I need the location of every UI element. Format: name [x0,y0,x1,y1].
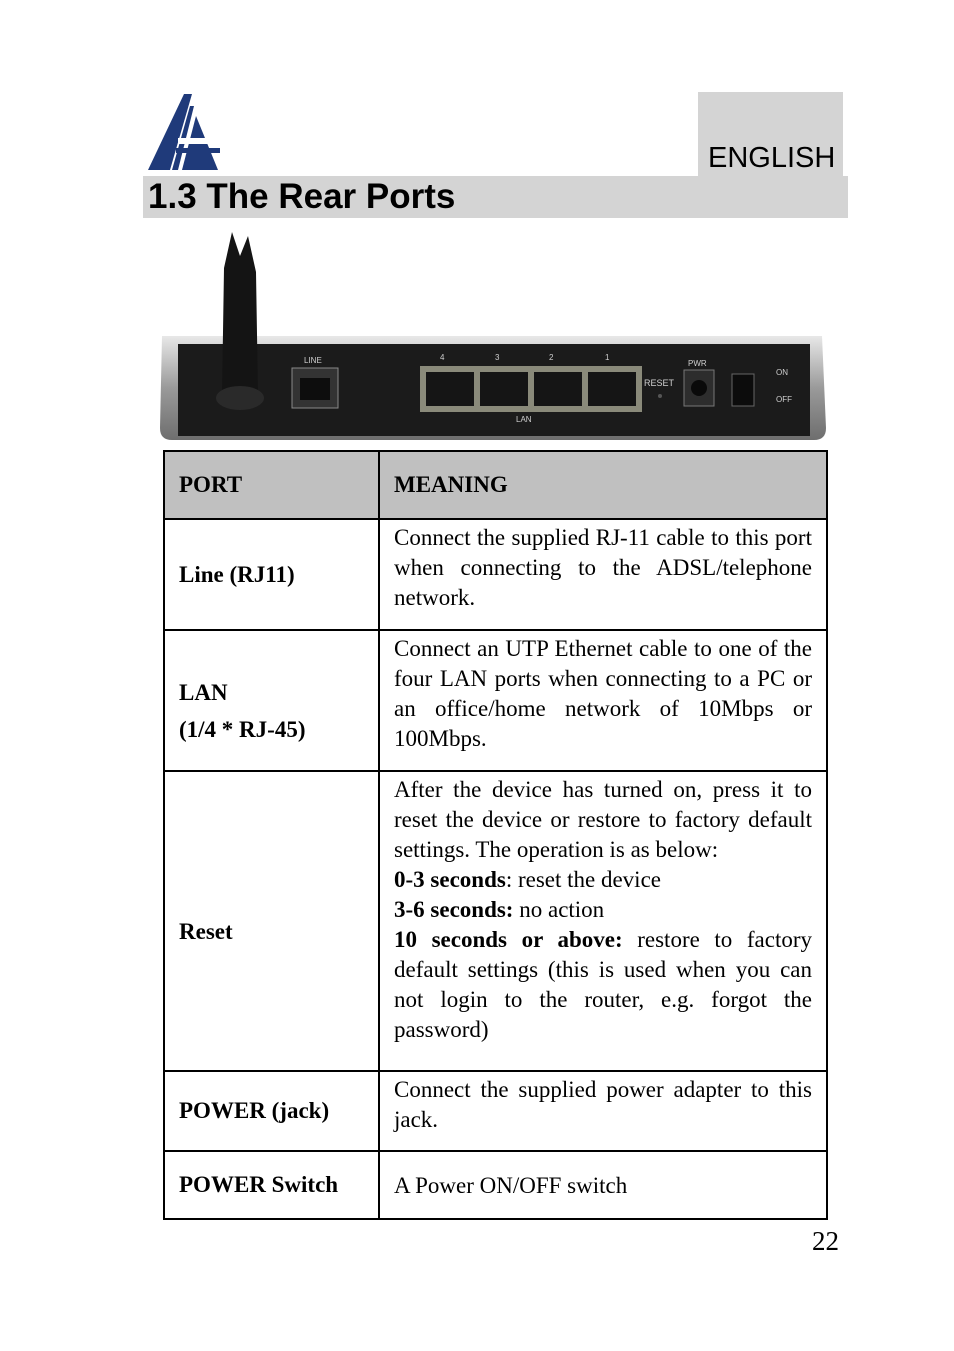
table-header-row [164,451,827,519]
lan-port-number-2: 2 [549,353,554,362]
atlantis-logo-icon [148,94,220,170]
port-meaning: Connect an UTP Ethernet cable to one of the four LAN ports when connecting to a PC or an office/home network of 10Mbps or 100Mbps. [379,630,827,771]
port-meaning: A Power ON/OFF switch [379,1151,827,1219]
lan-label: LAN [516,415,532,424]
port-name-line1: LAN [179,679,228,705]
port-meaning [379,771,827,1071]
meaning-column-header: MEANING [379,451,827,519]
port-name-line2: (1/4 * RJ-45) [179,716,306,742]
reset-option-1: 0-3 seconds: reset the device [394,867,661,892]
off-label: OFF [776,395,792,404]
language-label: ENGLISH [708,142,836,174]
port-name: POWER Switch [164,1151,379,1219]
port-name: Reset [164,771,379,1071]
port-meaning: Connect the supplied power adapter to this jack. [379,1071,827,1151]
rear-ports-table [163,450,828,1220]
lan-port-number-4: 4 [440,353,445,362]
table-row [164,1071,827,1151]
section-title: 1.3 The Rear Ports [148,177,456,216]
reset-intro: After the device has turned on, press it to reset the device or restore to factory default settings. The operation is as below: [394,777,812,862]
port-name: POWER (jack) [164,1071,379,1151]
line-port-label: LINE [304,356,322,365]
reset-label: RESET [644,378,675,388]
table-row [164,1151,827,1219]
port-column-header: PORT [164,451,379,519]
reset-option-3: 10 seconds or above: restore to factory default settings (this is used when you can not login to the router, e.g. forgot the password) [394,927,813,1042]
table-row [164,771,827,1071]
lan-port-number-1: 1 [605,353,610,362]
on-label: ON [776,368,788,377]
lan-port-number-3: 3 [495,353,500,362]
router-rear-panel-image [158,228,826,442]
page-number: 22 [812,1226,839,1256]
port-name [164,630,379,771]
port-meaning: Connect the supplied RJ-11 cable to this port when connecting to the ADSL/telephone network. [379,519,827,630]
reset-option-2: 3-6 seconds: no action [394,897,605,922]
table-row [164,630,827,771]
table-row [164,519,827,630]
port-name: Line (RJ11) [164,519,379,630]
pwr-label: PWR [688,359,707,368]
